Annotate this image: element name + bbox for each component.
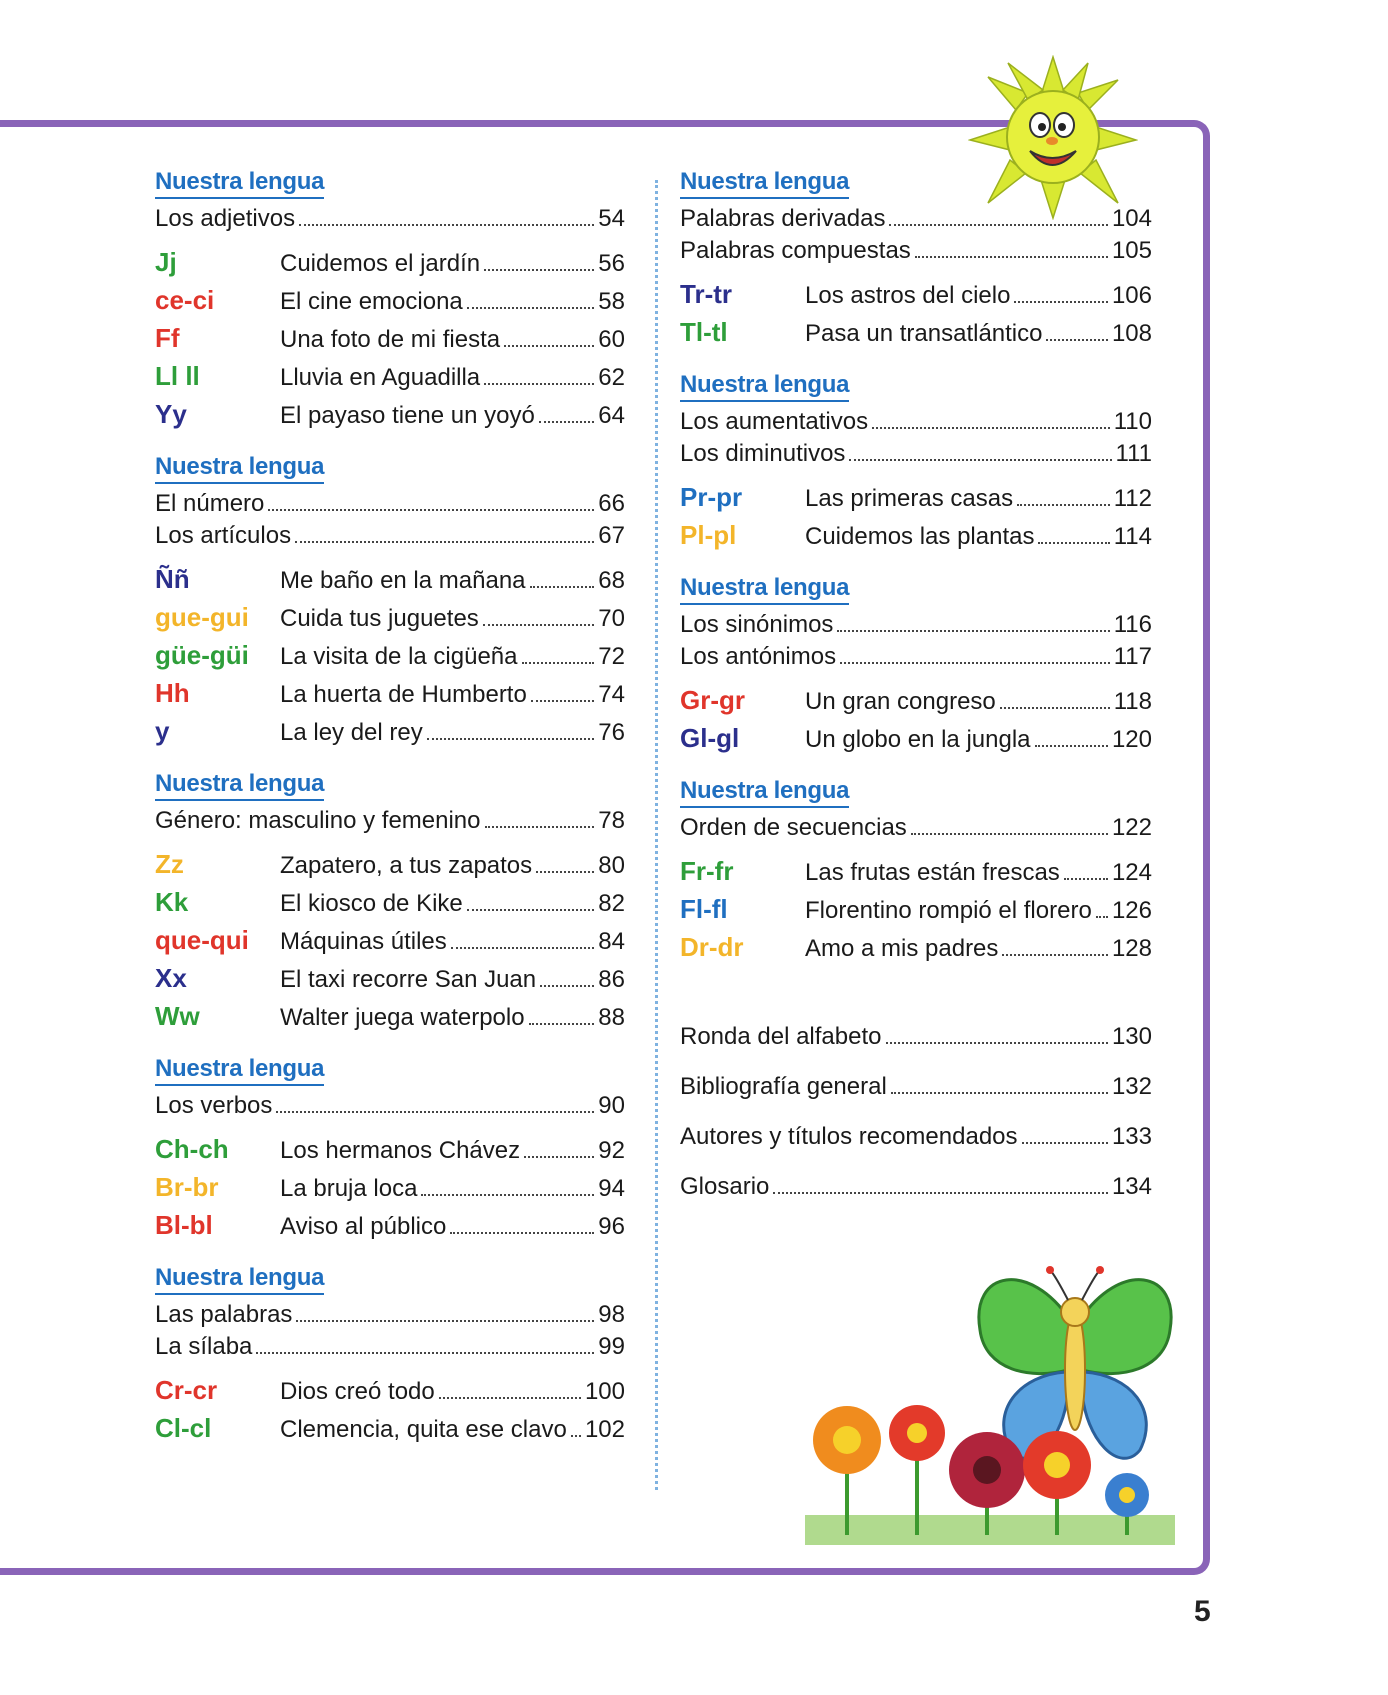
toc-lesson[interactable] bbox=[155, 1206, 625, 1244]
dot-leader bbox=[891, 1092, 1108, 1094]
toc-topic[interactable] bbox=[155, 805, 625, 837]
toc-lesson[interactable] bbox=[155, 712, 625, 750]
dot-leader bbox=[773, 1192, 1108, 1194]
toc-section bbox=[155, 770, 625, 1035]
page-ref: 116 bbox=[1113, 611, 1152, 638]
toc-lesson[interactable] bbox=[155, 1371, 625, 1409]
lesson-title: El payaso tiene un yoyó bbox=[280, 402, 535, 429]
lesson-title: La ley del rey bbox=[280, 719, 423, 746]
page-ref: 104 bbox=[1111, 205, 1152, 232]
letter-label: Fl-fl bbox=[680, 894, 728, 924]
page-ref: 128 bbox=[1111, 935, 1152, 962]
toc-topic[interactable] bbox=[680, 406, 1152, 438]
dot-leader bbox=[484, 383, 594, 385]
page-ref: 70 bbox=[598, 605, 625, 632]
dot-leader bbox=[268, 509, 594, 511]
letter-label: Hh bbox=[155, 678, 190, 708]
page-ref: 88 bbox=[598, 1004, 625, 1031]
letter-label: Ff bbox=[155, 323, 180, 353]
page-ref: 110 bbox=[1113, 408, 1152, 435]
lesson-title: Clemencia, quita ese clavo bbox=[280, 1416, 567, 1443]
lesson-title: Dios creó todo bbox=[280, 1378, 435, 1405]
dot-leader bbox=[299, 224, 594, 226]
page-ref: 118 bbox=[1113, 688, 1152, 715]
toc-lesson[interactable] bbox=[680, 890, 1152, 928]
toc-lesson[interactable] bbox=[155, 959, 625, 997]
letter-label: Pr-pr bbox=[680, 482, 743, 512]
page-ref: 62 bbox=[598, 364, 625, 391]
letter-label: Cr-cr bbox=[155, 1375, 218, 1405]
letter-label: Tr-tr bbox=[680, 279, 732, 309]
topic-title: Los verbos bbox=[155, 1092, 273, 1119]
dot-leader bbox=[530, 586, 595, 588]
toc-lesson[interactable] bbox=[155, 1409, 625, 1447]
page-ref: 106 bbox=[1111, 282, 1152, 309]
toc-lesson[interactable] bbox=[680, 852, 1152, 890]
dot-leader bbox=[1017, 504, 1110, 506]
toc-lesson[interactable] bbox=[155, 319, 625, 357]
dot-leader bbox=[889, 224, 1108, 226]
letter-label: Bl-bl bbox=[155, 1210, 213, 1240]
toc-lesson[interactable] bbox=[680, 928, 1152, 966]
page-number: 5 bbox=[1194, 1595, 1211, 1628]
letter-label: Xx bbox=[155, 963, 187, 993]
toc-topic[interactable] bbox=[155, 1331, 625, 1363]
dot-leader bbox=[439, 1397, 581, 1399]
dot-leader bbox=[1022, 1142, 1108, 1144]
toc-lesson[interactable] bbox=[680, 275, 1152, 313]
letter-label: que-qui bbox=[155, 925, 249, 955]
topic-title: La sílaba bbox=[155, 1333, 253, 1360]
toc-lesson[interactable] bbox=[680, 313, 1152, 351]
page-ref: 111 bbox=[1115, 440, 1152, 467]
topic-title: Palabras derivadas bbox=[680, 205, 886, 232]
dot-leader bbox=[1002, 954, 1108, 956]
lesson-title: La huerta de Humberto bbox=[280, 681, 527, 708]
toc-topic[interactable] bbox=[155, 1090, 625, 1122]
dot-leader bbox=[1000, 707, 1110, 709]
dot-leader bbox=[276, 1111, 594, 1113]
page-ref: 68 bbox=[598, 567, 625, 594]
toc-topic[interactable] bbox=[680, 641, 1152, 673]
section-title: Nuestra lengua bbox=[680, 168, 849, 199]
lesson-title: La bruja loca bbox=[280, 1175, 418, 1202]
lesson-title: Un gran congreso bbox=[805, 688, 996, 715]
dot-leader bbox=[540, 985, 594, 987]
lesson-title: Pasa un transatlántico bbox=[805, 320, 1043, 347]
page-ref: 126 bbox=[1111, 897, 1152, 924]
lesson-title: El taxi recorre San Juan bbox=[280, 966, 537, 993]
appendix-item[interactable] bbox=[680, 1162, 1152, 1212]
section-title: Nuestra lengua bbox=[155, 1264, 324, 1295]
lesson-title: Florentino rompió el florero bbox=[805, 897, 1092, 924]
dot-leader bbox=[524, 1156, 594, 1158]
page-ref: 132 bbox=[1111, 1073, 1152, 1100]
appendix-list bbox=[680, 1012, 1152, 1212]
toc-section bbox=[680, 371, 1152, 554]
toc-lesson[interactable] bbox=[155, 997, 625, 1035]
topic-title: Los adjetivos bbox=[155, 205, 296, 232]
right-column bbox=[680, 168, 1152, 1212]
dot-leader bbox=[467, 909, 595, 911]
letter-label: Pl-pl bbox=[680, 520, 737, 550]
page-ref: 74 bbox=[598, 681, 625, 708]
appendix-title: Glosario bbox=[680, 1173, 770, 1200]
topic-title: Las palabras bbox=[155, 1301, 293, 1328]
topic-title: Los aumentativos bbox=[680, 408, 869, 435]
lesson-title: Máquinas útiles bbox=[280, 928, 447, 955]
lesson-title: Cuidemos las plantas bbox=[805, 523, 1035, 550]
dot-leader bbox=[837, 630, 1109, 632]
flowers-illustration bbox=[805, 1395, 1175, 1545]
dot-leader bbox=[522, 662, 595, 664]
lesson-title: Me baño en la mañana bbox=[280, 567, 526, 594]
page-ref: 134 bbox=[1111, 1173, 1152, 1200]
letter-label: Dr-dr bbox=[680, 932, 744, 962]
letter-label: Yy bbox=[155, 399, 187, 429]
toc-topic[interactable] bbox=[155, 520, 625, 552]
section-title: Nuestra lengua bbox=[155, 453, 324, 484]
page-ref: 122 bbox=[1111, 814, 1152, 841]
dot-leader bbox=[485, 826, 595, 828]
page-ref: 94 bbox=[598, 1175, 625, 1202]
toc-topic[interactable] bbox=[680, 609, 1152, 641]
page-ref: 108 bbox=[1111, 320, 1152, 347]
toc-section bbox=[155, 453, 625, 750]
dot-leader bbox=[256, 1352, 594, 1354]
toc-topic[interactable] bbox=[155, 488, 625, 520]
dot-leader bbox=[467, 307, 595, 309]
page-ref: 67 bbox=[598, 522, 625, 549]
toc-lesson[interactable] bbox=[680, 719, 1152, 757]
letter-label: Jj bbox=[155, 247, 177, 277]
page-ref: 56 bbox=[598, 250, 625, 277]
dot-leader bbox=[1035, 745, 1108, 747]
dot-leader bbox=[427, 738, 595, 740]
dot-leader bbox=[571, 1435, 581, 1437]
dot-leader bbox=[504, 345, 594, 347]
dot-leader bbox=[872, 427, 1110, 429]
appendix-title: Ronda del alfabeto bbox=[680, 1023, 882, 1050]
topic-title: Orden de secuencias bbox=[680, 814, 907, 841]
dot-leader bbox=[1014, 301, 1108, 303]
toc-lesson[interactable] bbox=[155, 883, 625, 921]
lesson-title: Aviso al público bbox=[280, 1213, 447, 1240]
dot-leader bbox=[1064, 878, 1108, 880]
page-ref: 99 bbox=[598, 1333, 625, 1360]
letter-label: Ch-ch bbox=[155, 1134, 229, 1164]
toc-lesson[interactable] bbox=[155, 281, 625, 319]
dot-leader bbox=[539, 421, 594, 423]
toc-lesson[interactable] bbox=[155, 845, 625, 883]
topic-title: Los diminutivos bbox=[680, 440, 846, 467]
toc-lesson[interactable] bbox=[155, 243, 625, 281]
page-ref: 92 bbox=[598, 1137, 625, 1164]
topic-title: Género: masculino y femenino bbox=[155, 807, 481, 834]
toc-section bbox=[155, 1264, 625, 1447]
toc-section bbox=[155, 1055, 625, 1244]
dot-leader bbox=[421, 1194, 594, 1196]
page-ref: 84 bbox=[598, 928, 625, 955]
toc-topic[interactable] bbox=[680, 812, 1152, 844]
left-column bbox=[155, 168, 625, 1467]
lesson-title: Un globo en la jungla bbox=[805, 726, 1031, 753]
toc-lesson[interactable] bbox=[155, 598, 625, 636]
section-title: Nuestra lengua bbox=[155, 1055, 324, 1086]
toc-lesson[interactable] bbox=[680, 516, 1152, 554]
letter-label: Gl-gl bbox=[680, 723, 740, 753]
page-ref: 105 bbox=[1111, 237, 1152, 264]
dot-leader bbox=[1046, 339, 1107, 341]
dot-leader bbox=[531, 700, 594, 702]
letter-label: Zz bbox=[155, 849, 184, 879]
dot-leader bbox=[849, 459, 1111, 461]
page-ref: 102 bbox=[584, 1416, 625, 1443]
dot-leader bbox=[1038, 542, 1109, 544]
letter-label: Ww bbox=[155, 1001, 200, 1031]
page-ref: 60 bbox=[598, 326, 625, 353]
letter-label: Fr-fr bbox=[680, 856, 734, 886]
letter-label: güe-güi bbox=[155, 640, 249, 670]
toc-lesson[interactable] bbox=[155, 636, 625, 674]
dot-leader bbox=[529, 1023, 595, 1025]
page-ref: 98 bbox=[598, 1301, 625, 1328]
page-ref: 133 bbox=[1111, 1123, 1152, 1150]
page-ref: 66 bbox=[598, 490, 625, 517]
topic-title: El número bbox=[155, 490, 265, 517]
dot-leader bbox=[911, 833, 1108, 835]
lesson-title: Las primeras casas bbox=[805, 485, 1014, 512]
letter-label: Tl-tl bbox=[680, 317, 728, 347]
appendix-title: Autores y títulos recomendados bbox=[680, 1123, 1018, 1150]
letter-label: Ll ll bbox=[155, 361, 200, 391]
dot-leader bbox=[296, 1320, 594, 1322]
letter-label: y bbox=[155, 716, 170, 746]
toc-lesson[interactable] bbox=[155, 560, 625, 598]
letter-label: Kk bbox=[155, 887, 189, 917]
letter-label: ce-ci bbox=[155, 285, 215, 315]
page-ref: 112 bbox=[1113, 485, 1152, 512]
page-ref: 78 bbox=[598, 807, 625, 834]
toc-topic[interactable] bbox=[680, 203, 1152, 235]
letter-label: Gr-gr bbox=[680, 685, 745, 715]
dot-leader bbox=[840, 662, 1110, 664]
toc-lesson[interactable] bbox=[155, 1130, 625, 1168]
toc-topic[interactable] bbox=[155, 1299, 625, 1331]
topic-title: Los artículos bbox=[155, 522, 292, 549]
dot-leader bbox=[536, 871, 594, 873]
lesson-title: Cuidemos el jardín bbox=[280, 250, 481, 277]
dot-leader bbox=[1096, 916, 1108, 918]
toc-lesson[interactable] bbox=[680, 478, 1152, 516]
page-ref: 100 bbox=[584, 1378, 625, 1405]
page-ref: 86 bbox=[598, 966, 625, 993]
dot-leader bbox=[483, 624, 595, 626]
dot-leader bbox=[915, 256, 1108, 258]
column-divider bbox=[655, 180, 658, 1490]
section-title: Nuestra lengua bbox=[155, 770, 324, 801]
page-ref: 58 bbox=[598, 288, 625, 315]
lesson-title: El cine emociona bbox=[280, 288, 463, 315]
page-ref: 80 bbox=[598, 852, 625, 879]
dot-leader bbox=[484, 269, 594, 271]
toc-section bbox=[680, 777, 1152, 966]
lesson-title: Lluvia en Aguadilla bbox=[280, 364, 481, 391]
section-title: Nuestra lengua bbox=[680, 777, 849, 808]
toc-topic[interactable] bbox=[680, 235, 1152, 267]
topic-title: Los antónimos bbox=[680, 643, 837, 670]
lesson-title: Walter juega waterpolo bbox=[280, 1004, 525, 1031]
page-ref: 64 bbox=[598, 402, 625, 429]
page-ref: 72 bbox=[598, 643, 625, 670]
toc-lesson[interactable] bbox=[155, 674, 625, 712]
letter-label: Ññ bbox=[155, 564, 190, 594]
dot-leader bbox=[451, 947, 595, 949]
lesson-title: Las frutas están frescas bbox=[805, 859, 1060, 886]
lesson-title: La visita de la cigüeña bbox=[280, 643, 518, 670]
lesson-title: Zapatero, a tus zapatos bbox=[280, 852, 533, 879]
topic-title: Los sinónimos bbox=[680, 611, 834, 638]
lesson-title: Los hermanos Chávez bbox=[280, 1137, 521, 1164]
section-title: Nuestra lengua bbox=[680, 371, 849, 402]
toc-lesson[interactable] bbox=[680, 681, 1152, 719]
letter-label: Br-br bbox=[155, 1172, 219, 1202]
toc-lesson[interactable] bbox=[155, 395, 625, 433]
page-ref: 130 bbox=[1111, 1023, 1152, 1050]
toc-section bbox=[680, 574, 1152, 757]
dot-leader bbox=[450, 1232, 594, 1234]
appendix-item[interactable] bbox=[680, 1112, 1152, 1162]
page-ref: 120 bbox=[1111, 726, 1152, 753]
page-ref: 82 bbox=[598, 890, 625, 917]
dot-leader bbox=[295, 541, 594, 543]
toc-section bbox=[680, 168, 1152, 351]
lesson-title: El kiosco de Kike bbox=[280, 890, 463, 917]
page-ref: 117 bbox=[1113, 643, 1152, 670]
lesson-title: Una foto de mi fiesta bbox=[280, 326, 501, 353]
lesson-title: Amo a mis padres bbox=[805, 935, 999, 962]
page-ref: 54 bbox=[598, 205, 625, 232]
toc-topic[interactable] bbox=[155, 203, 625, 235]
lesson-title: Los astros del cielo bbox=[805, 282, 1011, 309]
appendix-item[interactable] bbox=[680, 1062, 1152, 1112]
toc-topic[interactable] bbox=[680, 438, 1152, 470]
letter-label: Cl-cl bbox=[155, 1413, 212, 1443]
page-ref: 76 bbox=[598, 719, 625, 746]
toc-lesson[interactable] bbox=[155, 921, 625, 959]
letter-label: gue-gui bbox=[155, 602, 249, 632]
appendix-title: Bibliografía general bbox=[680, 1073, 887, 1100]
toc-lesson[interactable] bbox=[155, 357, 625, 395]
page-ref: 124 bbox=[1111, 859, 1152, 886]
section-title: Nuestra lengua bbox=[680, 574, 849, 605]
page-ref: 96 bbox=[598, 1213, 625, 1240]
toc-lesson[interactable] bbox=[155, 1168, 625, 1206]
page-ref: 114 bbox=[1113, 523, 1152, 550]
topic-title: Palabras compuestas bbox=[680, 237, 911, 264]
lesson-title: Cuida tus juguetes bbox=[280, 605, 479, 632]
dot-leader bbox=[886, 1042, 1108, 1044]
page-ref: 90 bbox=[598, 1092, 625, 1119]
toc-section bbox=[155, 168, 625, 433]
section-title: Nuestra lengua bbox=[155, 168, 324, 199]
appendix-item[interactable] bbox=[680, 1012, 1152, 1062]
